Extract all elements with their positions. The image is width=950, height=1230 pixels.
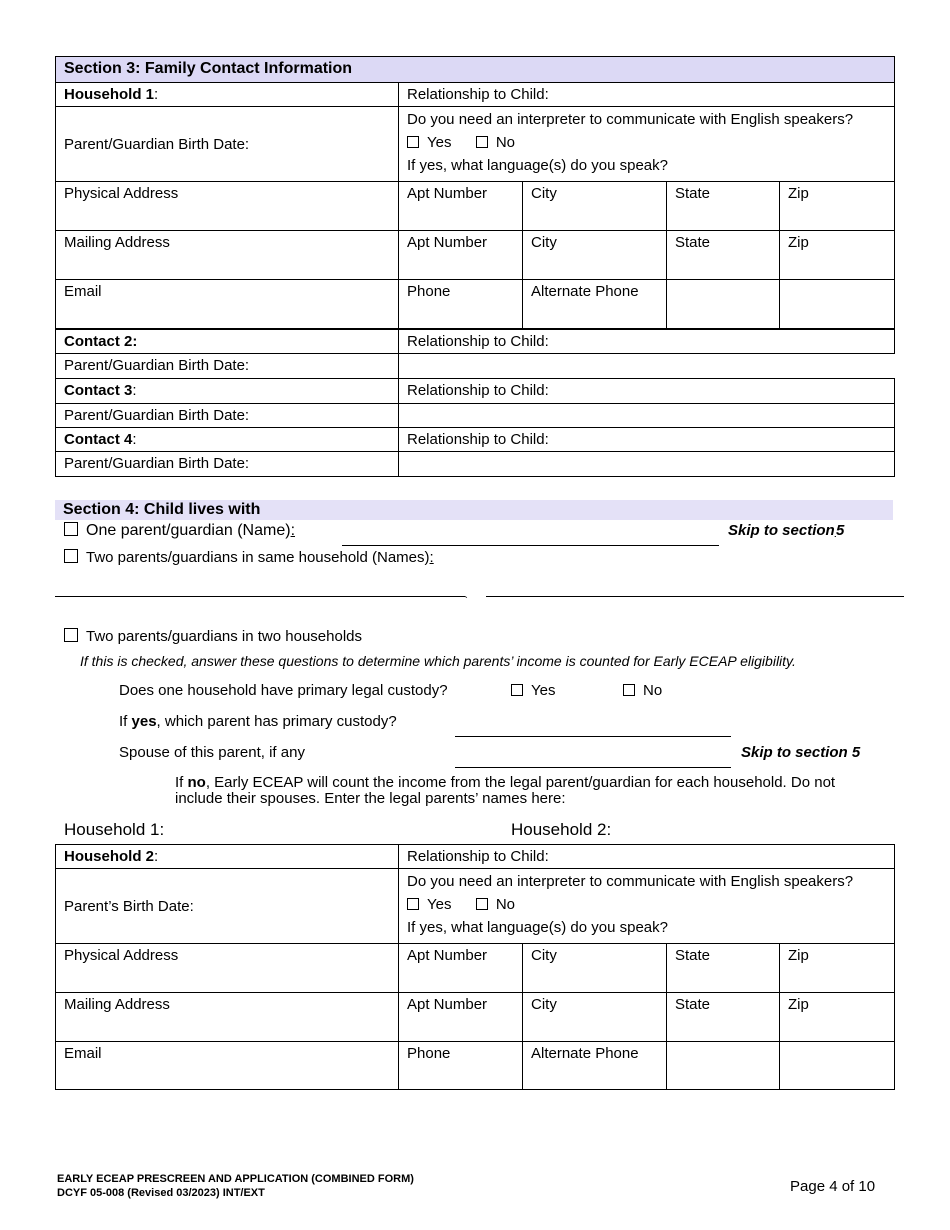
physical-address-field[interactable]: Physical Address [56,944,399,993]
no-label: No [495,896,516,913]
one-parent-checkbox[interactable] [64,522,78,536]
email-field[interactable]: Email [56,1042,399,1090]
footer-form-title: EARLY ECEAP PRESCREEN AND APPLICATION (COMBINED FORM) [57,1173,414,1185]
mailing-state-field[interactable]: State [667,993,780,1042]
mailing-zip-field[interactable]: Zip [780,231,895,280]
one-parent-name-line[interactable] [342,545,719,546]
household1-relationship-field[interactable]: Relationship to Child: [399,83,895,107]
blank-cell[interactable] [780,1042,895,1090]
section4-title: Section 4: Child lives with [55,500,893,520]
contact4-label: Contact 4: [56,428,399,452]
email-field[interactable]: Email [56,280,399,329]
physical-city-field[interactable]: City [523,944,667,993]
contact4-birth-date-field[interactable]: Parent/Guardian Birth Date: [56,452,399,477]
physical-state-field[interactable]: State [667,182,780,231]
alternate-phone-field[interactable]: Alternate Phone [523,280,667,329]
phone-field[interactable]: Phone [399,1042,523,1090]
blank-cell[interactable] [780,280,895,329]
household1-birth-date-field[interactable]: Parent/Guardian Birth Date: [56,107,399,182]
one-parent-option [64,522,295,540]
interpreter-no-checkbox[interactable] [476,136,488,148]
footer-form-id: DCYF 05-008 (Revised 03/2023) INT/EXT [57,1187,265,1199]
household1-name-label: Household 1: [64,820,165,839]
language-question[interactable]: If yes, what language(s) do you speak? [407,157,668,174]
blank-cell[interactable] [667,1042,780,1090]
household2-birth-date-field[interactable]: Parent’s Birth Date: [56,869,399,944]
custody-yes-checkbox[interactable] [511,684,523,696]
physical-city-field[interactable]: City [523,182,667,231]
two-same-option [64,549,434,566]
section3-table [55,56,895,477]
contact4-birth-date-value[interactable] [399,452,895,477]
physical-apt-field[interactable]: Apt Number [399,944,523,993]
language-question[interactable]: If yes, what language(s) do you speak? [407,919,668,936]
two-separate-option [64,628,362,645]
two-separate-label: Two parents/guardians in two households [86,628,363,645]
household2-table [55,844,895,1090]
mailing-city-field[interactable]: City [523,993,667,1042]
contact3-label: Contact 3: [56,379,399,404]
interpreter-question: Do you need an interpreter to communicate with English speakers? [407,111,854,128]
contact3-birth-date-field[interactable]: Parent/Guardian Birth Date: [56,404,399,428]
interpreter-no-checkbox[interactable] [476,898,488,910]
one-parent-label: One parent/guardian (Name) [86,522,291,539]
custody-no-option: No [623,682,662,699]
which-parent-line[interactable] [455,736,731,737]
two-households-instructions: If this is checked, answer these questions to determine which parents’ income is counted for Early ECEAP eligibility. [80,653,796,669]
household2-label: Household 2: [56,845,399,869]
mailing-state-field[interactable]: State [667,231,780,280]
mailing-city-field[interactable]: City [523,231,667,280]
mailing-apt-field[interactable]: Apt Number [399,993,523,1042]
physical-zip-field[interactable]: Zip [780,944,895,993]
household1-interpreter-cell [399,107,895,182]
contact3-birth-date-value[interactable] [399,404,895,428]
interpreter-yes-checkbox[interactable] [407,898,419,910]
colon: : [290,522,296,539]
two-same-name-line-2[interactable] [486,596,904,597]
household2-interpreter-cell [399,869,895,944]
mailing-zip-field[interactable]: Zip [780,993,895,1042]
custody-no-checkbox[interactable] [623,684,635,696]
contact4-relationship-field[interactable]: Relationship to Child: [399,428,895,452]
interpreter-question: Do you need an interpreter to communicate with English speakers? [407,873,854,890]
yes-label: Yes [427,134,452,151]
physical-address-field[interactable]: Physical Address [56,182,399,231]
colon: : [429,549,434,566]
custody-question: Does one household have primary legal custody? [119,682,448,699]
physical-apt-field[interactable]: Apt Number [399,182,523,231]
contact2-birth-date-field[interactable]: Parent/Guardian Birth Date: [56,354,399,379]
phone-field[interactable]: Phone [399,280,523,329]
mailing-address-field[interactable]: Mailing Address [56,231,399,280]
footer-form-info [57,1172,414,1200]
two-same-name-line-1[interactable] [55,596,465,597]
contact2-birth-date-value[interactable] [399,354,895,379]
spouse-label: Spouse of this parent, if any [119,744,305,761]
physical-state-field[interactable]: State [667,944,780,993]
mailing-apt-field[interactable]: Apt Number [399,231,523,280]
no-label: No [495,134,516,151]
physical-zip-field[interactable]: Zip [780,182,895,231]
if-no-instructions: If no, Early ECEAP will count the income from the legal parent/guardian for each household. Do not include their spouses. Enter the legal parents’ names here: [175,774,836,807]
two-same-checkbox[interactable] [64,549,78,563]
page-number: Page 4 of 10 [790,1178,876,1195]
custody-yes-option: Yes [511,682,555,699]
interpreter-yes-checkbox[interactable] [407,136,419,148]
interpreter-options [407,893,886,916]
household2-relationship-field[interactable]: Relationship to Child: [399,845,895,869]
spouse-line[interactable] [455,767,731,768]
which-parent-question: If yes, which parent has primary custody? [119,713,397,730]
household1-label: Household 1: [56,83,399,107]
two-same-label: Two parents/guardians in same household (Names) [86,549,430,566]
interpreter-options [407,131,886,154]
tick-mark: ` [464,594,468,608]
blank-cell[interactable] [667,280,780,329]
contact2-relationship-field[interactable]: Relationship to Child: [399,329,895,354]
section3-title: Section 3: Family Contact Information [56,57,895,83]
skip-to-section5-link-b[interactable]: Skip to section 5 [741,744,861,761]
mailing-address-field[interactable]: Mailing Address [56,993,399,1042]
alternate-phone-field[interactable]: Alternate Phone [523,1042,667,1090]
skip-to-section5-link-a[interactable]: Skip to section 5 [728,522,845,539]
household2-name-label: Household 2: [511,820,612,839]
yes-label: Yes [427,896,452,913]
two-separate-checkbox[interactable] [64,628,78,642]
contact2-label: Contact 2: [56,329,399,354]
contact3-relationship-field[interactable]: Relationship to Child: [399,379,895,404]
